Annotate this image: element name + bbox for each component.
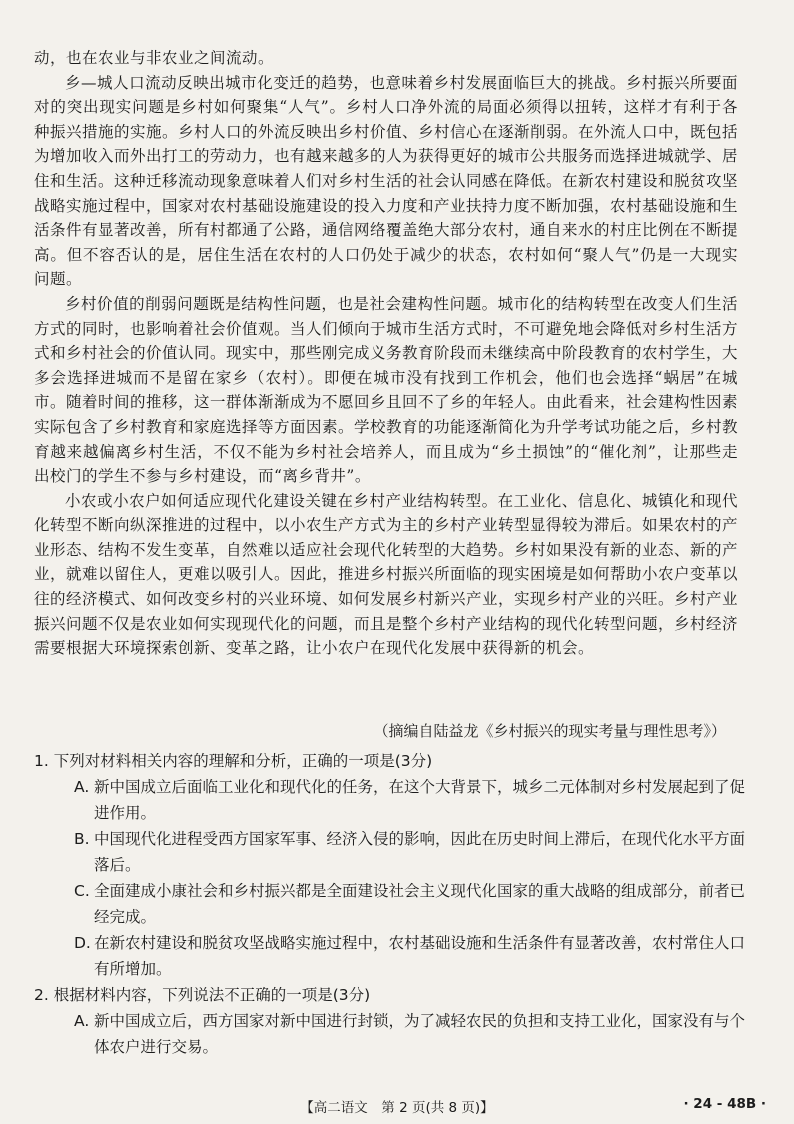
option-text: 新中国成立后，西方国家对新中国进行封锁，为了减轻农民的负担和支持工业化，国家没有与个体农户进行交易。 xyxy=(94,1012,746,1056)
option-letter: B. xyxy=(74,830,90,848)
option-text: 新中国成立后面临工业化和现代化的任务，在这个大背景下，城乡二元体制对乡村发展起到了促进作用。 xyxy=(94,778,746,822)
exam-code: · 24 - 48B · xyxy=(683,1096,766,1112)
option-c xyxy=(74,878,746,930)
question-stem: 1. 下列对材料相关内容的理解和分析，正确的一项是(3分) xyxy=(34,752,433,770)
option-a xyxy=(74,1008,746,1060)
option-b xyxy=(74,826,746,878)
page-footer xyxy=(0,1096,794,1120)
option-text: 在新农村建设和脱贫攻坚战略实施过程中，农村基础设施和生活条件有显著改善，农村常住人口有所增加。 xyxy=(94,934,746,978)
question-list xyxy=(34,748,746,1060)
reading-passage xyxy=(34,46,738,661)
option-letter: A. xyxy=(74,778,90,796)
question-1 xyxy=(34,748,746,982)
page-number: 【高二语文 第 2 页(共 8 页)】 xyxy=(300,1100,494,1116)
passage-source: （摘编自陆益龙《乡村振兴的现实考量与理性思考》） xyxy=(373,722,726,740)
passage-paragraph-1: 乡—城人口流动反映出城市化变迁的趋势，也意味着乡村发展面临巨大的挑战。乡村振兴所要面对的突出现实问题是乡村如何聚集“人气”。乡村人口净外流的局面必须得以扭转，这样才有利于各种振兴措施的实施。乡村人口的外流反映出乡村价值、乡村信心在逐渐削弱。在外流人口中，既包括为增加收入而外出打工的劳动力，也有越来越多的人为获得更好的城市公共服务而选择进城就学、居住和生活。这种迁移流动现象意味着人们对乡村生活的社会认同感在降低。在新农村建设和脱贫攻坚战略实施过程中，国家对农村基础设施建设的投入力度和产业扶持力度不断加强，农村基础设施和生活条件有显著改善，所有村都通了公路，通信网络覆盖绝大部分农村，通自来水的村庄比例在不断提高。但不容否认的是，居住生活在农村的人口仍处于减少的状态，农村如何“聚人气”仍是一大现实问题。 xyxy=(34,73,739,289)
option-d xyxy=(74,930,746,982)
option-letter: D. xyxy=(74,934,91,952)
passage-line-0: 动，也在农业与非农业之间流动。 xyxy=(34,49,275,67)
question-stem: 2. 根据材料内容，下列说法不正确的一项是(3分) xyxy=(34,986,371,1004)
passage-paragraph-3: 小农或小农户如何适应现代化建设关键在乡村产业结构转型。在工业化、信息化、城镇化和现代化转型不断向纵深推进的过程中，以小农生产方式为主的乡村产业转型显得较为滞后。如果农村的产业形态、结构不发生变革，自然难以适应社会现代化转型的大趋势。乡村如果没有新的业态、新的产业，就难以留住人，更难以吸引人。因此，推进乡村振兴所面临的现实困境是如何帮助小农户变革以往的经济模式、如何改变乡村的兴业环境、如何发展乡村新兴产业，实现乡村产业的兴旺。乡村产业振兴问题不仅是农业如何实现现代化的问题，而且是整个乡村产业结构的现代化转型问题，乡村经济需要根据大环境探索创新、变革之路，让小农户在现代化发展中获得新的机会。 xyxy=(34,491,739,658)
option-letter: C. xyxy=(74,882,90,900)
question-2 xyxy=(34,982,746,1060)
passage-paragraph-2: 乡村价值的削弱问题既是结构性问题，也是社会建构性问题。城市化的结构转型在改变人们生活方式的同时，也影响着社会价值观。当人们倾向于城市生活方式时，不可避免地会降低对乡村生活方式和乡村社会的价值认同。现实中，那些刚完成义务教育阶段而未继续高中阶段教育的农村学生，大多会选择进城而不是留在家乡（农村）。即便在城市没有找到工作机会，他们也会选择“蜗居”在城市。随着时间的推移，这一群体渐渐成为不愿回乡且回不了乡的年轻人。由此看来，社会建构性因素实际包含了乡村教育和家庭选择等方面因素。学校教育的功能逐渐简化为升学考试功能之后，乡村教育越来越偏离乡村生活，不仅不能为乡村社会培养人，而且成为“乡土损蚀”的“催化剂”，让那些走出校门的学生不参与乡村建设，而“离乡背井”。 xyxy=(34,294,739,486)
option-text: 全面建成小康社会和乡村振兴都是全面建设社会主义现代化国家的重大战略的组成部分，前者已经完成。 xyxy=(94,882,746,926)
option-letter: A. xyxy=(74,1012,90,1030)
option-text: 中国现代化进程受西方国家军事、经济入侵的影响，因此在历史时间上滞后，在现代化水平方面落后。 xyxy=(94,830,746,874)
option-a xyxy=(74,774,746,826)
